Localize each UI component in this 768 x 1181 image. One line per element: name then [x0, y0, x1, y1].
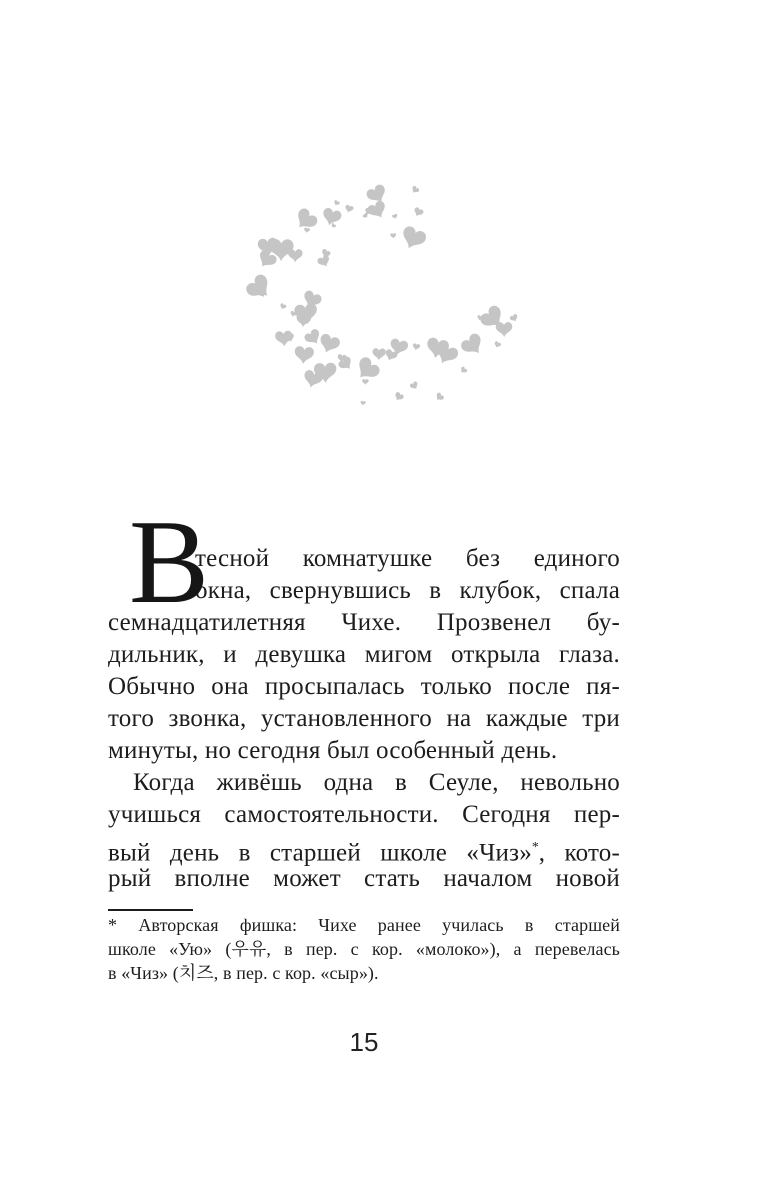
text-line: окна, свернувшись в клубок, спала — [195, 577, 620, 604]
text-line: учишься самостоятельности. Сегодня пер- — [108, 801, 620, 828]
footnote-reference-marker: * — [531, 839, 539, 854]
text-line: дильник, и девушка мигом открыла глаза. — [108, 641, 620, 668]
main-text — [108, 495, 620, 985]
drop-cap: В — [129, 495, 210, 628]
text-line: рый вполне может стать началом новой — [108, 865, 620, 892]
text-line: тесной комнатушке без единого — [195, 545, 620, 572]
text-segment: вый день в старшей школе «Чиз» — [108, 839, 532, 867]
text-line: Когда живёшь одна в Сеуле, невольно — [133, 769, 620, 796]
footnote-separator — [108, 909, 193, 911]
footnote-line: * Авторская фишка: Чихе ранее училась в старшей — [108, 915, 620, 935]
footnote-line: школе «Ую» (우유, в пер. с кор. «молоко»), а перевелась — [108, 939, 620, 959]
text-line: семнадцатилетняя Чихе. Прозвенел бу- — [108, 609, 620, 636]
paragraph-1 — [108, 495, 620, 767]
text-segment: , кото- — [538, 839, 620, 867]
hearts-swirl-decoration — [0, 0, 768, 520]
text-line: минуты, но сегодня был особенный день. — [108, 737, 558, 764]
footnote — [108, 913, 620, 985]
text-line-with-footnote-ref — [108, 831, 620, 867]
footnote-line: в «Чиз» (치즈, в пер. с кор. «сыр»). — [108, 963, 379, 983]
text-line: того звонка, установленного на каждые три — [108, 705, 620, 732]
paragraph-2 — [108, 767, 620, 895]
text-line: Обычно она просыпалась только после пя- — [108, 673, 620, 700]
page-number: 15 — [349, 1027, 379, 1057]
